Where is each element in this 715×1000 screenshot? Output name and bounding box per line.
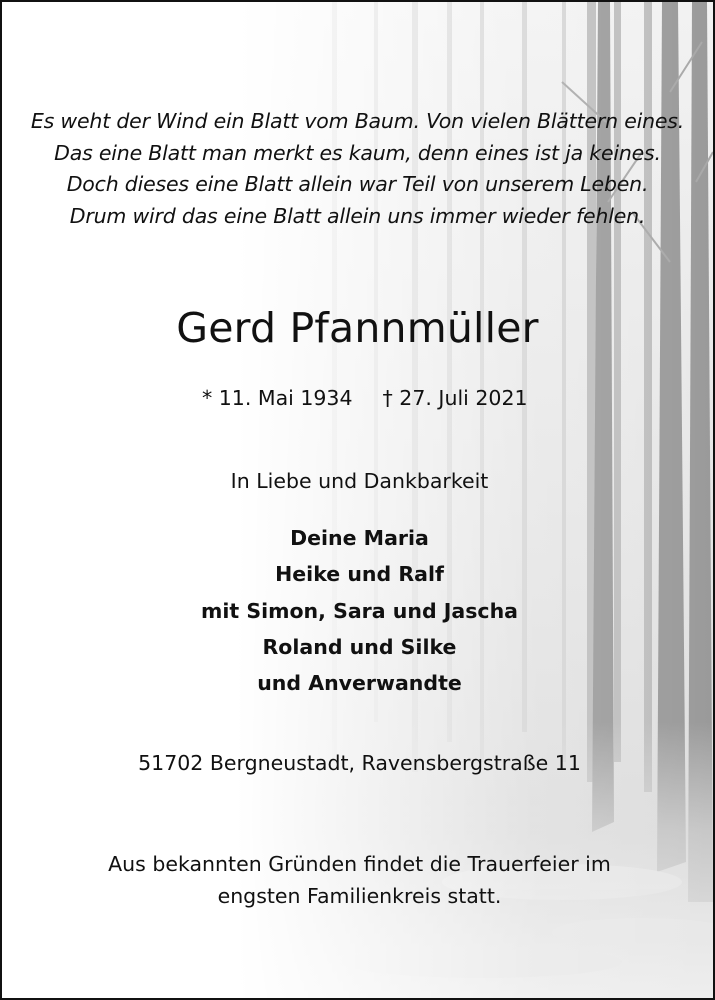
- family-member: Roland und Silke: [262, 634, 457, 659]
- family-list: [2, 520, 715, 701]
- family-member: Heike und Ralf: [275, 562, 444, 587]
- deceased-name: Gerd Pfannmüller: [176, 304, 539, 352]
- poem-line: Drum wird das eine Blatt allein uns immer wieder fehlen.: [69, 203, 646, 228]
- poem-line: Doch dieses eine Blatt allein war Teil von unserem Leben.: [66, 172, 649, 196]
- note-line: Aus bekannten Gründen findet die Trauerfeier im: [108, 852, 611, 876]
- birth-date: * 11. Mai 1934: [202, 386, 353, 410]
- family-member: mit Simon, Sara und Jascha: [201, 598, 518, 623]
- note-line: engsten Familienkreis statt.: [217, 883, 502, 908]
- poem-line: Das eine Blatt man merkt es kaum, denn eines ist ja keines.: [54, 140, 661, 165]
- address: 51702 Bergneustadt, Ravensbergstraße 11: [138, 751, 581, 775]
- life-dates: [202, 382, 622, 414]
- obituary-content: [2, 2, 713, 998]
- dedication-text: In Liebe und Dankbarkeit: [230, 469, 489, 493]
- family-member: und Anverwandte: [257, 671, 462, 696]
- family-member: Deine Maria: [290, 526, 429, 550]
- memorial-poem: [2, 106, 713, 232]
- funeral-note: [2, 849, 715, 912]
- poem-line: Es weht der Wind ein Blatt vom Baum. Von vielen Blättern eines.: [30, 109, 685, 133]
- death-date: † 27. Juli 2021: [382, 386, 528, 410]
